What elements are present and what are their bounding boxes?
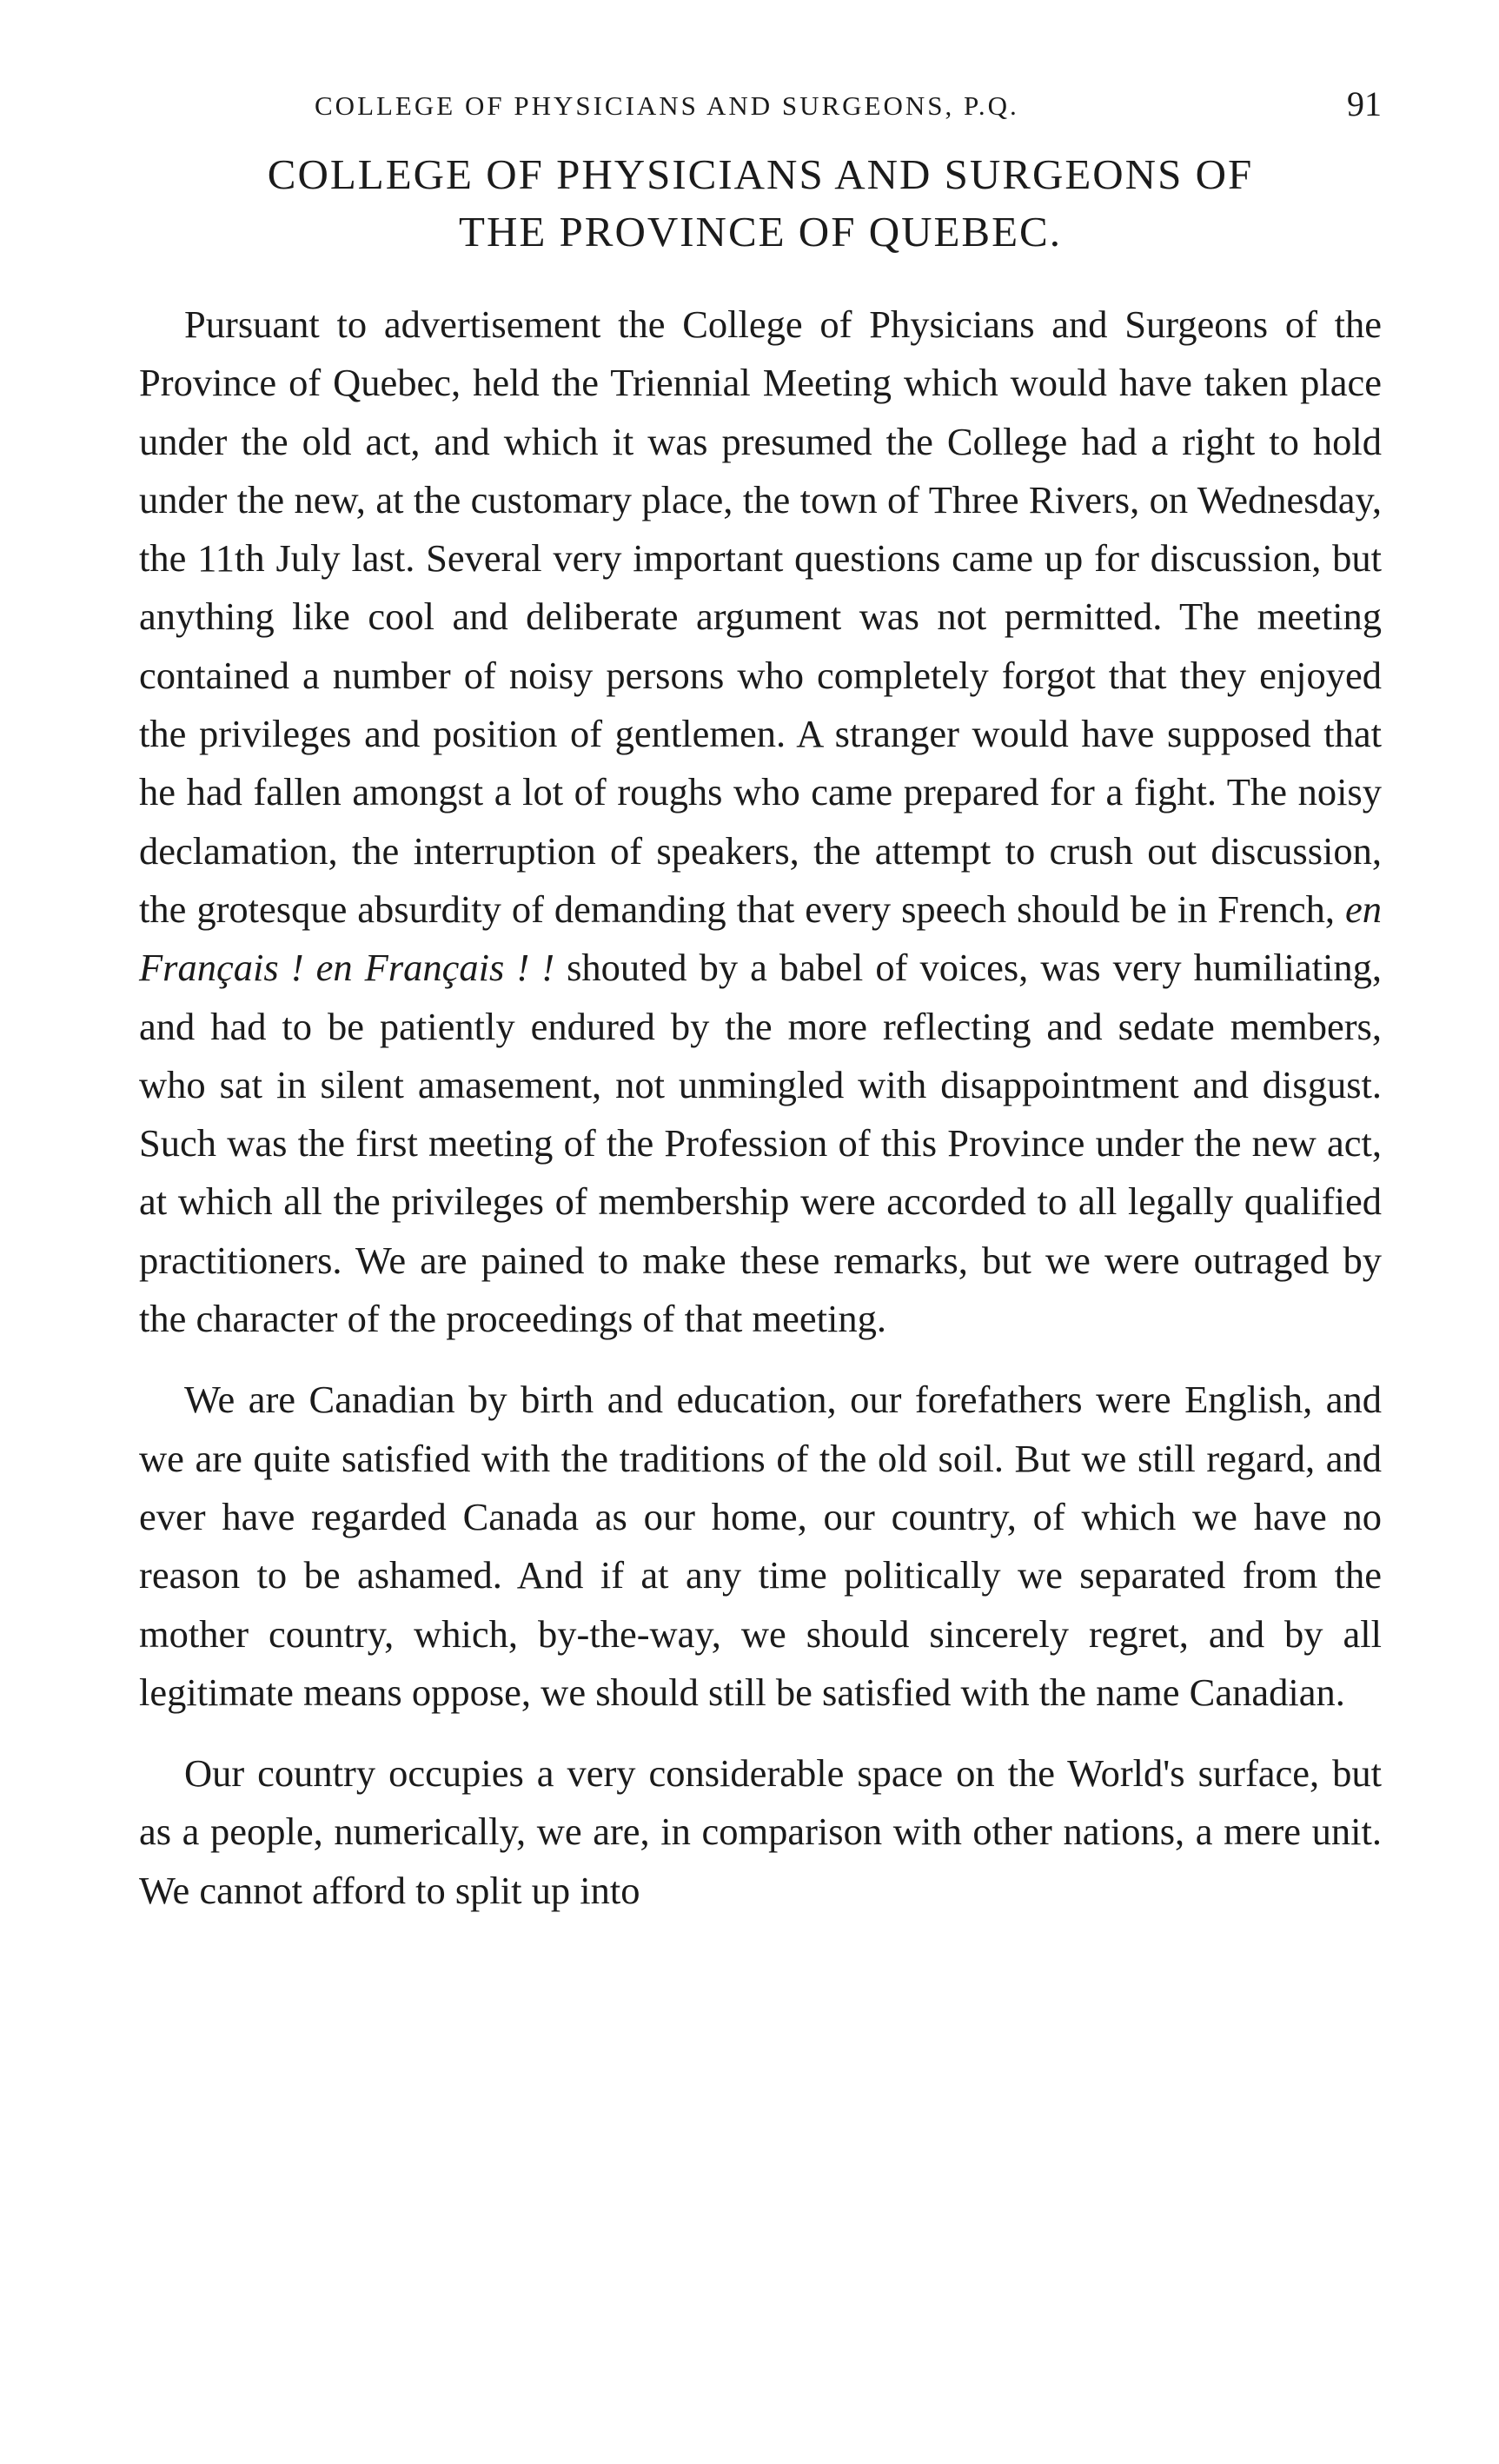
heading-line-2: THE PROVINCE OF QUEBEC. (459, 208, 1062, 256)
paragraph-1-text-a: Pursuant to advertisement the College of Physicians and Surgeons of the Province of Quebec, held the Triennial Meeting which would have taken place under the old act, and which it was presumed the College had a right to hold under the new, at the customary place, the town of Three Rivers, on Wednesday, the 11th July last. Several very important questions came up for discussion, but anything like cool and deliberate argument was not permitted. The meeting contained a number of noisy persons who completely forgot that they enjoyed the privileges and position of gentlemen. A stranger would have supposed that he had fallen amongst a lot of roughs who came prepared for a fight. The noisy declamation, the interruption of speakers, the attempt to crush out discussion, the grotesque absurdity of demanding that every speech should be in French, (139, 302, 1382, 931)
paragraph-1-text-b: shouted by a babel of voices, was very humiliating, and had to be patiently endured by the more reflecting and sedate members, who sat in silent amasement, not unmingled with disappointment and disgust. Such was the first meeting of the Profession of this Province under the new act, at which all the privileges of membership were accorded to all legally qualified practitioners. We are pained to make these remarks, but we were outraged by the character of the proceedings of that meeting. (139, 946, 1382, 1341)
running-title: COLLEGE OF PHYSICIANS AND SURGEONS, P.Q. (315, 90, 1019, 121)
page-number: 91 (1347, 84, 1382, 123)
paragraph-1 (139, 296, 1382, 1348)
paragraph-2: We are Canadian by birth and education, our forefathers were English, and we are quite satisfied with the traditions of the old soil. But we still regard, and ever have regarded Canada as our home, our country, of which we have no reason to be ashamed. And if at any time politically we separated from the mother country, which, by-the-way, we should sincerely regret, and by all legitimate means oppose, we should still be satisfied with the name Canadian. (139, 1378, 1382, 1714)
document-page (139, 78, 1382, 1920)
french-exclamation: en Français ! en Français ! ! (139, 887, 1382, 990)
paragraph-3: Our country occupies a very considerable space on the World's surface, but as a people, numerically, we are, in comparison with other nations, a mere unit. We cannot afford to split up into (139, 1751, 1382, 1912)
running-head (139, 78, 1382, 130)
article-heading (139, 146, 1382, 261)
heading-line-1: COLLEGE OF PHYSICIANS AND SURGEONS OF (267, 150, 1254, 198)
